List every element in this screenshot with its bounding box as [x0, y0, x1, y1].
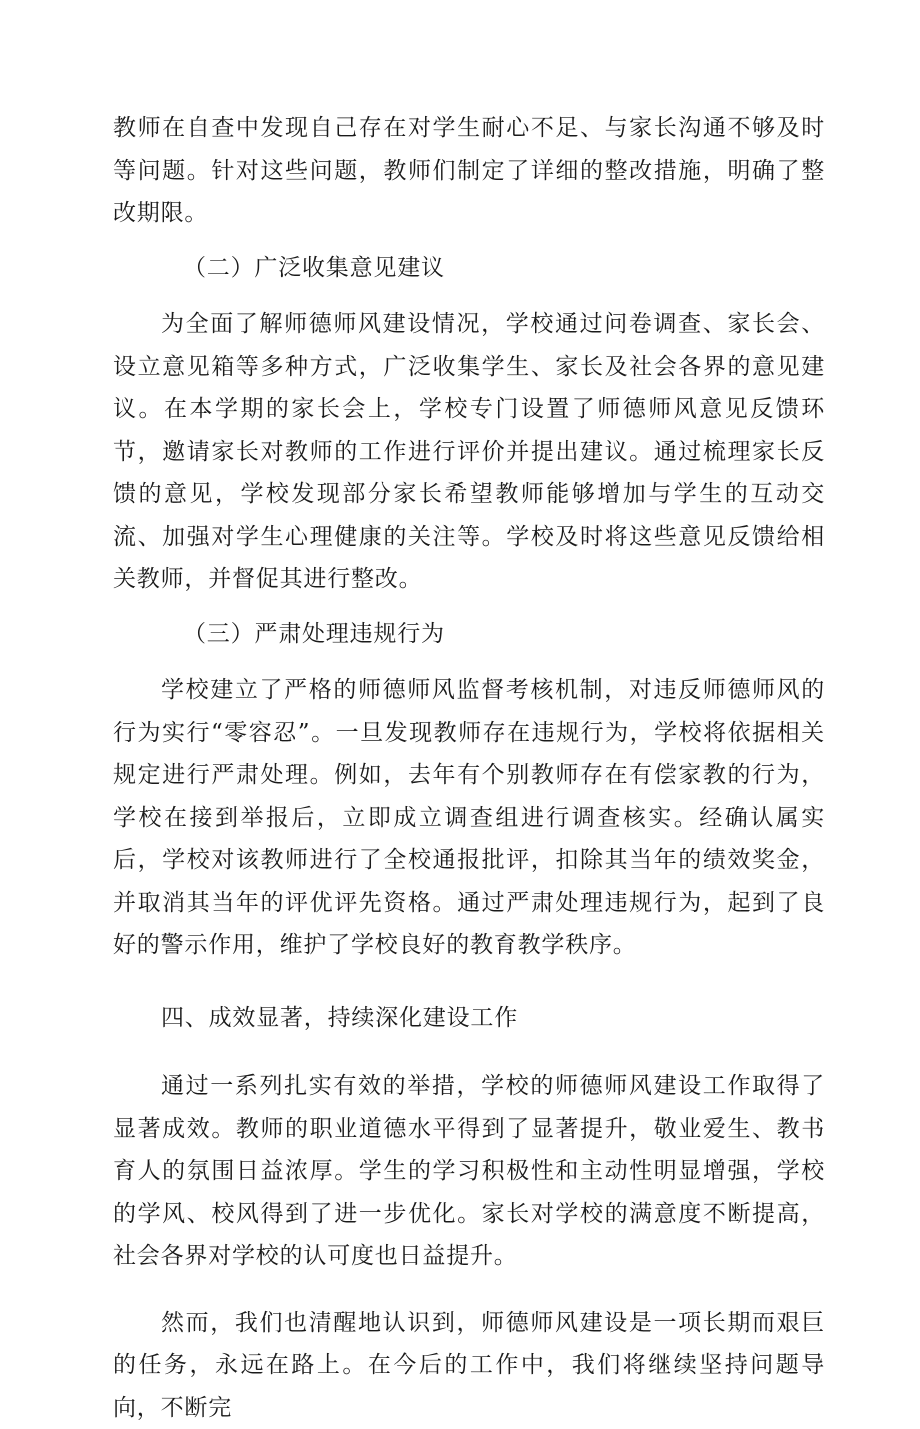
paragraph-results: 通过一系列扎实有效的举措，学校的师德师风建设工作取得了显著成效。教师的职业道德水平得到了显著提升，敬业爱生、教书育人的氛围日益浓厚。学生的学习积极性和主动性明显增强，学校的学风、校风得到了进一步优化。家长对学校的满意度不断提高，社会各界对学校的认可度也日益提升。 [113, 1065, 825, 1278]
paragraph-handle-violations: 学校建立了严格的师德师风监督考核机制，对违反师德师风的行为实行“零容忍”。一旦发现教师存在违规行为，学校将依据相关规定进行严肃处理。例如，去年有个别教师存在有偿家教的行为，学校在接到举报后，立即成立调查组进行调查核实。经确认属实后，学校对该教师进行了全校通报批评，扣除其当年的绩效奖金，并取消其当年的评优评先资格。通过严肃处理违规行为，起到了良好的警示作用，维护了学校良好的教育教学秩序。 [113, 669, 825, 967]
subheading-handle-violations: （三）严肃处理违规行为 [113, 613, 825, 656]
paragraph-outlook: 然而，我们也清醒地认识到，师德师风建设是一项长期而艰巨的任务，永远在路上。在今后的工作中，我们将继续坚持问题导向，不断完 [113, 1302, 825, 1429]
paragraph-continuation: 教师在自查中发现自己存在对学生耐心不足、与家长沟通不够及时等问题。针对这些问题，教师们制定了详细的整改措施，明确了整改期限。 [113, 107, 825, 235]
section-heading-results: 四、成效显著，持续深化建设工作 [113, 997, 825, 1040]
document-body [113, 107, 825, 1429]
paragraph-collect-opinions: 为全面了解师德师风建设情况，学校通过问卷调查、家长会、设立意见箱等多种方式，广泛收集学生、家长及社会各界的意见建议。在本学期的家长会上，学校专门设置了师德师风意见反馈环节，邀请家长对教师的工作进行评价并提出建议。通过梳理家长反馈的意见，学校发现部分家长希望教师能够增加与学生的互动交流、加强对学生心理健康的关注等。学校及时将这些意见反馈给相关教师，并督促其进行整改。 [113, 303, 825, 601]
subheading-collect-opinions: （二）广泛收集意见建议 [113, 247, 825, 290]
